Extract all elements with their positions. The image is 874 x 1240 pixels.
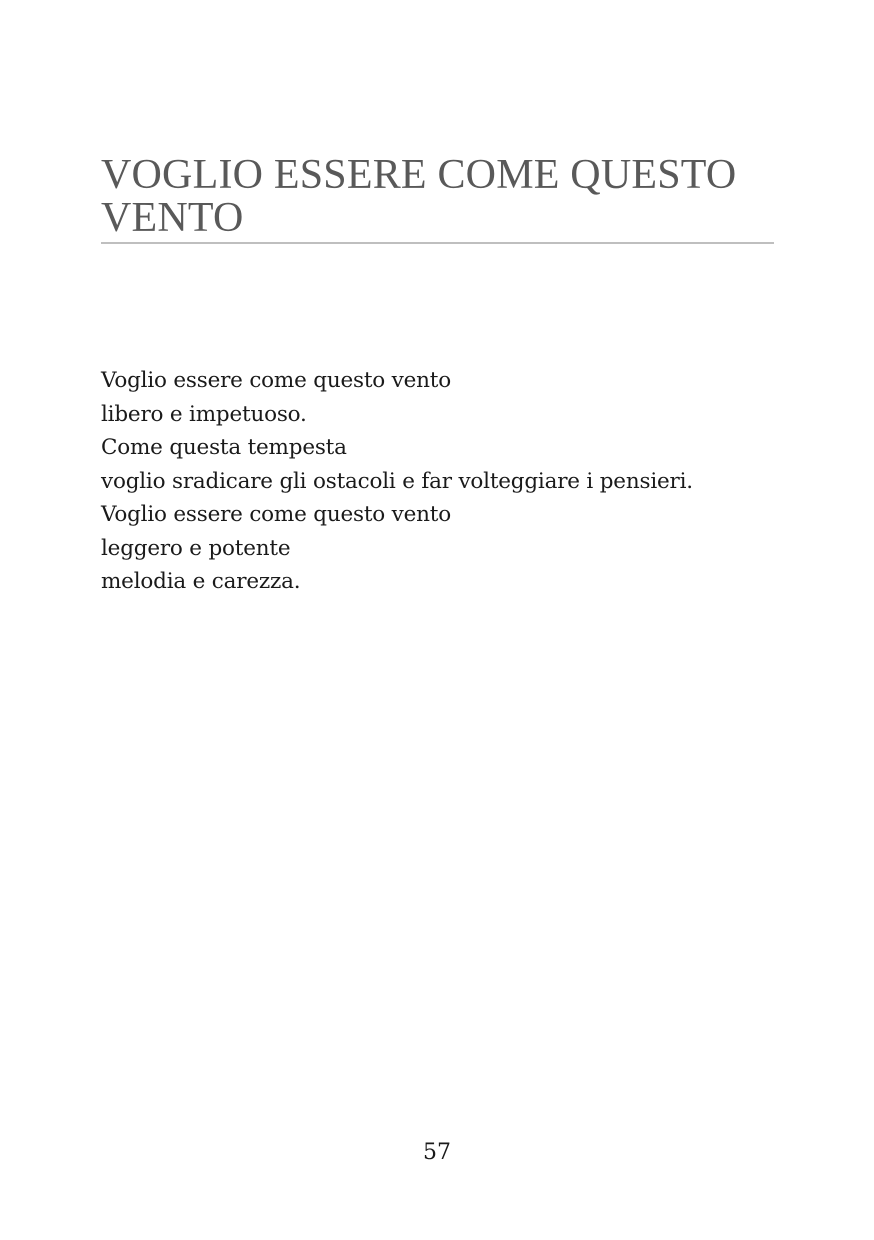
page-number: 57 [423, 1140, 451, 1165]
poem-line: Voglio essere come questo vento [101, 368, 451, 393]
title-line-2: VENTO [101, 195, 244, 241]
page-title [101, 154, 774, 240]
poem-line: Voglio essere come questo vento [101, 502, 451, 527]
poem-line: melodia e carezza. [101, 569, 301, 594]
title-divider [101, 242, 774, 244]
title-line-1: VOGLIO ESSERE COME QUESTO [101, 152, 737, 198]
poem-line: voglio sradicare gli ostacoli e far volteggiare i pensieri. [101, 468, 693, 494]
poem-line: Come questa tempesta [101, 435, 347, 460]
poem-line: leggero e potente [101, 535, 291, 561]
poem-line: libero e impetuoso. [101, 401, 307, 427]
poem-body [101, 364, 801, 599]
